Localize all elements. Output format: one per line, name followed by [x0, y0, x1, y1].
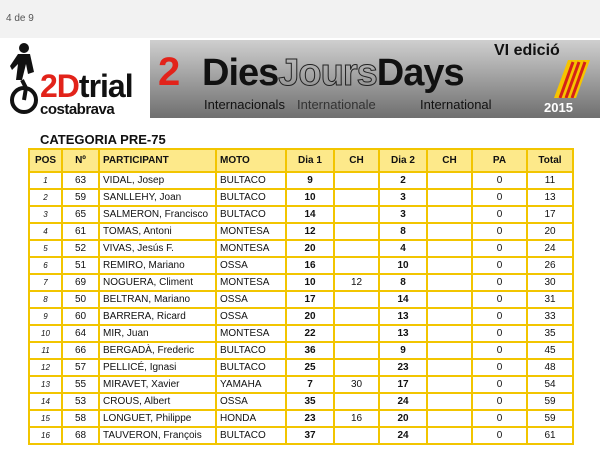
cell-participant: BELTRAN, Mariano — [99, 291, 216, 308]
cell-total: 54 — [527, 376, 573, 393]
table-header-row — [29, 149, 573, 172]
cell-participant: REMIRO, Mariano — [99, 257, 216, 274]
cell-moto: BULTACO — [216, 189, 286, 206]
table-row — [29, 206, 573, 223]
cell-pos: 8 — [29, 291, 62, 308]
cell-day1: 20 — [286, 308, 334, 325]
cell-pos: 7 — [29, 274, 62, 291]
cell-total: 17 — [527, 206, 573, 223]
dies-banner — [150, 40, 600, 118]
table-row — [29, 342, 573, 359]
catalan-flag-icon — [550, 58, 594, 98]
header-pos: POS — [29, 149, 62, 172]
cell-day2: 3 — [379, 189, 427, 206]
cell-day1: 36 — [286, 342, 334, 359]
header-ch2: CH — [427, 149, 472, 172]
cell-number: 66 — [62, 342, 99, 359]
cell-pa: 0 — [472, 427, 527, 444]
cell-participant: VIDAL, Josep — [99, 172, 216, 189]
cell-day1: 16 — [286, 257, 334, 274]
cell-pos: 12 — [29, 359, 62, 376]
viewer-toolbar — [0, 0, 600, 39]
cell-number: 55 — [62, 376, 99, 393]
cell-day1: 37 — [286, 427, 334, 444]
logo-2d-text: 2D — [40, 68, 79, 104]
cell-day1: 10 — [286, 274, 334, 291]
cell-pa: 0 — [472, 291, 527, 308]
table-row — [29, 189, 573, 206]
cell-pa: 0 — [472, 410, 527, 427]
event-logo — [4, 40, 150, 118]
cell-ch1 — [334, 325, 379, 342]
cell-total: 59 — [527, 393, 573, 410]
cell-number: 65 — [62, 206, 99, 223]
cell-ch1 — [334, 172, 379, 189]
cell-moto: BULTACO — [216, 206, 286, 223]
cell-number: 60 — [62, 308, 99, 325]
cell-ch2 — [427, 410, 472, 427]
cell-ch2 — [427, 172, 472, 189]
table-row — [29, 223, 573, 240]
cell-participant: NOGUERA, Climent — [99, 274, 216, 291]
cell-ch1 — [334, 342, 379, 359]
cell-number: 59 — [62, 189, 99, 206]
cell-total: 13 — [527, 189, 573, 206]
cell-participant: TAUVERON, François — [99, 427, 216, 444]
cell-ch2 — [427, 393, 472, 410]
subtitle-internationale: Internationale — [297, 97, 376, 112]
cell-ch1 — [334, 240, 379, 257]
cell-ch1 — [334, 257, 379, 274]
cell-day2: 17 — [379, 376, 427, 393]
cell-pa: 0 — [472, 325, 527, 342]
header-total: Total — [527, 149, 573, 172]
cell-ch1 — [334, 223, 379, 240]
cell-total: 11 — [527, 172, 573, 189]
cell-day1: 12 — [286, 223, 334, 240]
page-counter: 4 de 9 — [6, 13, 34, 24]
cell-participant: VIVAS, Jesús F. — [99, 240, 216, 257]
cell-moto: BULTACO — [216, 342, 286, 359]
cell-moto: MONTESA — [216, 274, 286, 291]
cell-pa: 0 — [472, 206, 527, 223]
cell-day2: 24 — [379, 427, 427, 444]
cell-number: 52 — [62, 240, 99, 257]
cell-day2: 9 — [379, 342, 427, 359]
table-row — [29, 172, 573, 189]
cell-ch1 — [334, 189, 379, 206]
cell-moto: HONDA — [216, 410, 286, 427]
cell-pos: 16 — [29, 427, 62, 444]
cell-ch1 — [334, 359, 379, 376]
cell-ch2 — [427, 223, 472, 240]
cell-ch2 — [427, 325, 472, 342]
cell-ch2 — [427, 308, 472, 325]
table-row — [29, 257, 573, 274]
cell-day2: 4 — [379, 240, 427, 257]
cell-ch1: 12 — [334, 274, 379, 291]
cell-day1: 14 — [286, 206, 334, 223]
cell-day2: 20 — [379, 410, 427, 427]
cell-ch1 — [334, 393, 379, 410]
cell-pa: 0 — [472, 223, 527, 240]
cell-pos: 3 — [29, 206, 62, 223]
results-table — [28, 148, 574, 445]
cell-ch1 — [334, 206, 379, 223]
cell-ch2 — [427, 274, 472, 291]
banner-number: 2 — [158, 50, 181, 94]
banner-title — [202, 52, 464, 95]
cell-day2: 14 — [379, 291, 427, 308]
cell-day1: 9 — [286, 172, 334, 189]
cell-ch1: 30 — [334, 376, 379, 393]
edition-year: 2015 — [544, 100, 573, 115]
cell-pos: 4 — [29, 223, 62, 240]
table-row — [29, 325, 573, 342]
cell-number: 68 — [62, 427, 99, 444]
edition-label: VI edició — [494, 42, 560, 59]
cell-pa: 0 — [472, 189, 527, 206]
cell-participant: SALMERON, Francisco — [99, 206, 216, 223]
category-title: CATEGORIA PRE-75 — [40, 132, 166, 147]
cell-moto: BULTACO — [216, 172, 286, 189]
table-row — [29, 308, 573, 325]
cell-total: 30 — [527, 274, 573, 291]
cell-number: 50 — [62, 291, 99, 308]
cell-participant: LONGUET, Philippe — [99, 410, 216, 427]
table-row — [29, 359, 573, 376]
cell-participant: MIRAVET, Xavier — [99, 376, 216, 393]
cell-pa: 0 — [472, 257, 527, 274]
cell-pos: 11 — [29, 342, 62, 359]
table-row — [29, 427, 573, 444]
cell-pos: 13 — [29, 376, 62, 393]
cell-pos: 6 — [29, 257, 62, 274]
table-row — [29, 410, 573, 427]
cell-day2: 24 — [379, 393, 427, 410]
cell-ch1 — [334, 308, 379, 325]
cell-moto: MONTESA — [216, 325, 286, 342]
cell-moto: OSSA — [216, 308, 286, 325]
cell-participant: BERGADÀ, Frederic — [99, 342, 216, 359]
cell-number: 61 — [62, 223, 99, 240]
cell-number: 63 — [62, 172, 99, 189]
cell-participant: CROUS, Albert — [99, 393, 216, 410]
cell-day1: 23 — [286, 410, 334, 427]
cell-moto: OSSA — [216, 291, 286, 308]
cell-ch2 — [427, 257, 472, 274]
cell-moto: OSSA — [216, 393, 286, 410]
header-day2: Dia 2 — [379, 149, 427, 172]
cell-participant: BARRERA, Ricard — [99, 308, 216, 325]
table-row — [29, 291, 573, 308]
cell-day2: 13 — [379, 325, 427, 342]
cell-pa: 0 — [472, 376, 527, 393]
cell-ch2 — [427, 189, 472, 206]
cell-total: 31 — [527, 291, 573, 308]
cell-number: 57 — [62, 359, 99, 376]
header-participant: PARTICIPANT — [99, 149, 216, 172]
cell-moto: MONTESA — [216, 240, 286, 257]
cell-moto: BULTACO — [216, 359, 286, 376]
cell-pa: 0 — [472, 342, 527, 359]
subtitle-internacionals: Internacionals — [204, 97, 285, 112]
cell-total: 26 — [527, 257, 573, 274]
header-pa: PA — [472, 149, 527, 172]
cell-day1: 7 — [286, 376, 334, 393]
cell-pa: 0 — [472, 393, 527, 410]
cell-total: 48 — [527, 359, 573, 376]
cell-pos: 15 — [29, 410, 62, 427]
cell-pa: 0 — [472, 308, 527, 325]
table-row — [29, 274, 573, 291]
table-row — [29, 376, 573, 393]
header-day1: Dia 1 — [286, 149, 334, 172]
cell-day2: 23 — [379, 359, 427, 376]
cell-ch1 — [334, 291, 379, 308]
cell-day1: 20 — [286, 240, 334, 257]
header-moto: MOTO — [216, 149, 286, 172]
cell-ch2 — [427, 206, 472, 223]
cell-ch2 — [427, 359, 472, 376]
cell-number: 69 — [62, 274, 99, 291]
cell-total: 45 — [527, 342, 573, 359]
cell-participant: SANLLEHY, Joan — [99, 189, 216, 206]
cell-pos: 1 — [29, 172, 62, 189]
cell-ch2 — [427, 291, 472, 308]
cell-day2: 2 — [379, 172, 427, 189]
cell-pa: 0 — [472, 172, 527, 189]
cell-day1: 35 — [286, 393, 334, 410]
header-ch1: CH — [334, 149, 379, 172]
cell-moto: OSSA — [216, 257, 286, 274]
table-row — [29, 240, 573, 257]
cell-pos: 9 — [29, 308, 62, 325]
cell-pos: 2 — [29, 189, 62, 206]
cell-number: 51 — [62, 257, 99, 274]
table-row — [29, 393, 573, 410]
cell-pa: 0 — [472, 274, 527, 291]
cell-total: 61 — [527, 427, 573, 444]
cell-day2: 3 — [379, 206, 427, 223]
cell-moto: MONTESA — [216, 223, 286, 240]
cell-total: 33 — [527, 308, 573, 325]
cell-number: 64 — [62, 325, 99, 342]
cell-number: 58 — [62, 410, 99, 427]
title-word-days: Days — [376, 52, 464, 94]
cell-ch2 — [427, 427, 472, 444]
cell-participant: TOMAS, Antoni — [99, 223, 216, 240]
title-word-jours: Jours — [278, 52, 377, 94]
header-num: Nº — [62, 149, 99, 172]
cell-pa: 0 — [472, 359, 527, 376]
cell-pos: 14 — [29, 393, 62, 410]
logo-trial-text: trial — [78, 68, 133, 104]
cell-day2: 10 — [379, 257, 427, 274]
cell-day2: 8 — [379, 274, 427, 291]
cell-day1: 17 — [286, 291, 334, 308]
cell-day1: 25 — [286, 359, 334, 376]
cell-total: 24 — [527, 240, 573, 257]
subtitle-international: International — [420, 97, 492, 112]
cell-total: 20 — [527, 223, 573, 240]
logo-costabrava-text: costabrava — [40, 101, 115, 118]
cell-pos: 10 — [29, 325, 62, 342]
cell-moto: BULTACO — [216, 427, 286, 444]
cell-day2: 8 — [379, 223, 427, 240]
cell-ch2 — [427, 376, 472, 393]
cell-ch1 — [334, 427, 379, 444]
rider-silhouette-icon — [4, 40, 44, 118]
cell-day2: 13 — [379, 308, 427, 325]
cell-participant: PELLICÉ, Ignasi — [99, 359, 216, 376]
cell-total: 59 — [527, 410, 573, 427]
cell-pos: 5 — [29, 240, 62, 257]
cell-participant: MIR, Juan — [99, 325, 216, 342]
cell-ch2 — [427, 240, 472, 257]
cell-moto: YAMAHA — [216, 376, 286, 393]
title-word-dies: Dies — [202, 52, 279, 94]
cell-number: 53 — [62, 393, 99, 410]
cell-total: 35 — [527, 325, 573, 342]
cell-day1: 22 — [286, 325, 334, 342]
cell-pa: 0 — [472, 240, 527, 257]
cell-day1: 10 — [286, 189, 334, 206]
cell-ch1: 16 — [334, 410, 379, 427]
cell-ch2 — [427, 342, 472, 359]
